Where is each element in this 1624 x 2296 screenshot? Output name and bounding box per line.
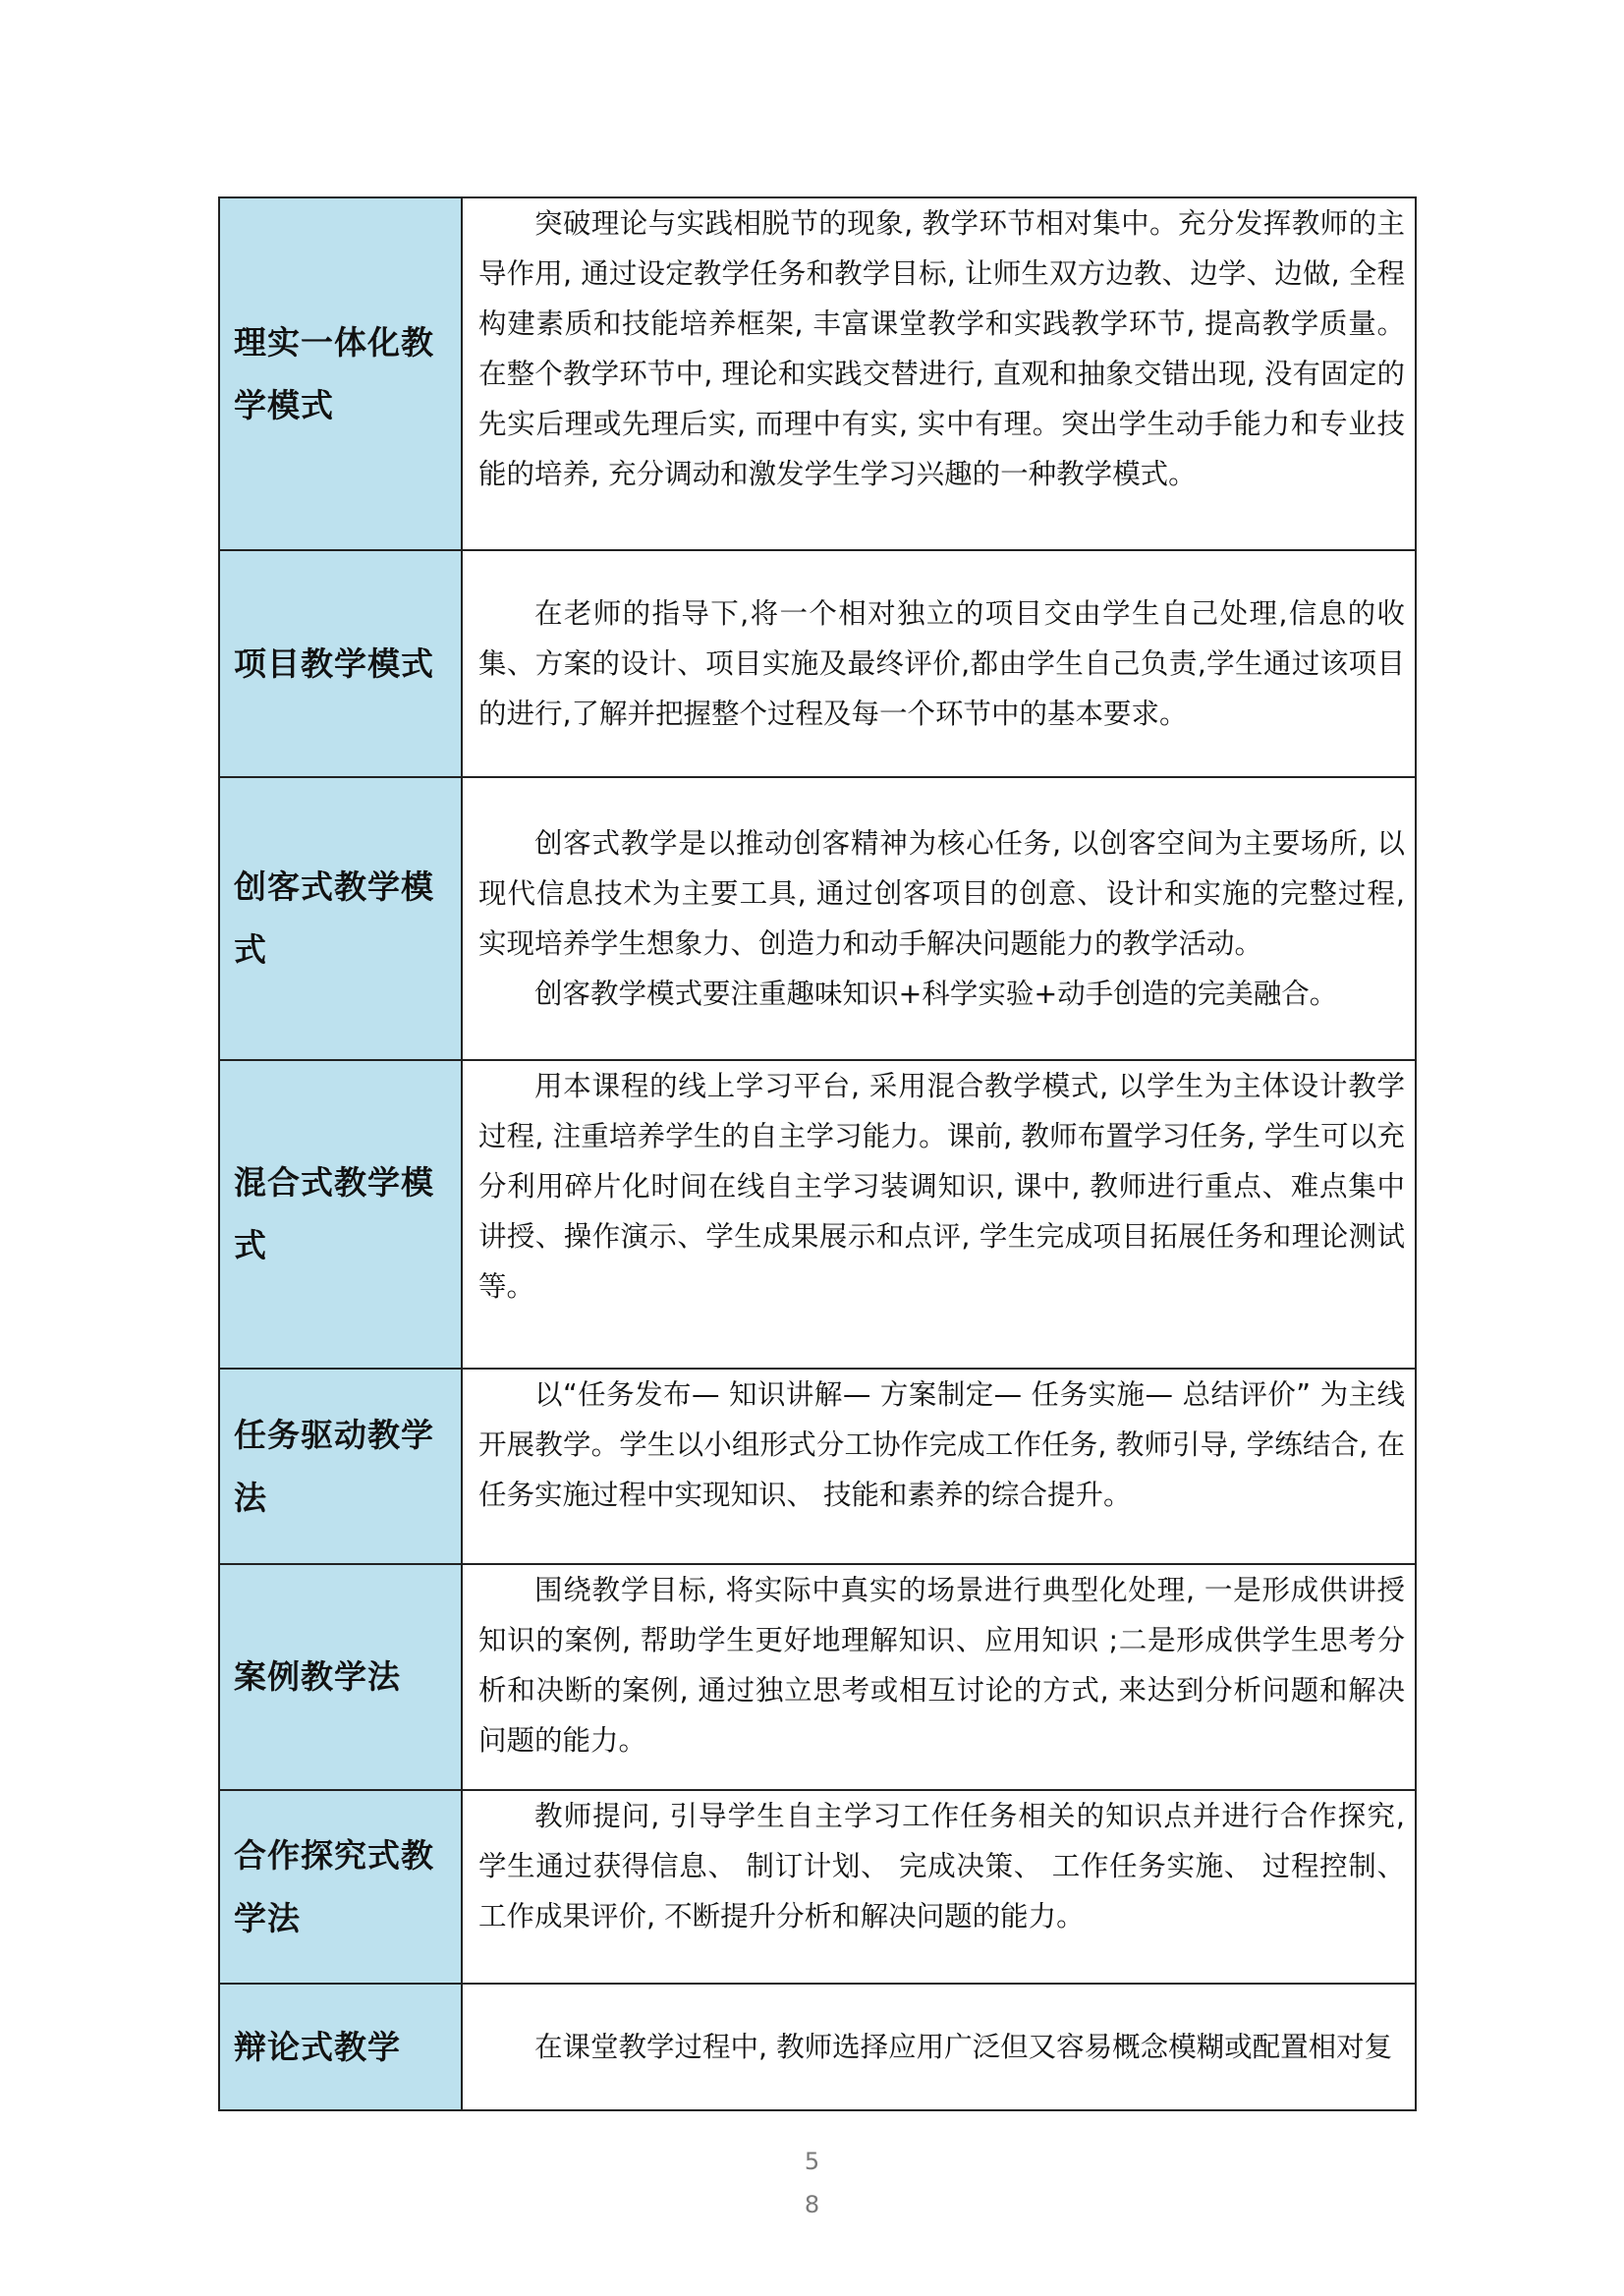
table-row	[219, 1369, 1416, 1564]
method-name: 任务驱动教学法	[234, 1415, 434, 1517]
method-name: 理实一体化教学模式	[234, 322, 434, 424]
page-number-line: 8	[804, 2191, 820, 2218]
table-row	[219, 1060, 1416, 1369]
page-number	[0, 2140, 1624, 2226]
method-description-paragraph: 教师提问, 引导学生自主学习工作任务相关的知识点并进行合作探究, 学生通过获得信息、 制订计划、 完成决策、 工作任务实施、 过程控制、 工作成果评价, 不断提升分析和解决问题的能力。	[478, 1800, 1405, 1932]
teaching-methods-table	[218, 196, 1417, 2111]
method-name-cell	[219, 197, 462, 550]
method-description-cell	[462, 550, 1416, 777]
method-description-paragraph: 围绕教学目标, 将实际中真实的场景进行典型化处理, 一是形成供讲授知识的案例, 帮助学生更好地理解知识、应用知识 ;二是形成供学生思考分析和决断的案例, 通过独立思考或相互讨论的方式, 来达到分析问题和解决问题的能力。	[478, 1574, 1405, 1757]
method-name-cell	[219, 1060, 462, 1369]
table-row	[219, 1984, 1416, 2110]
method-description-cell	[462, 1369, 1416, 1564]
method-name-cell	[219, 550, 462, 777]
method-name-cell	[219, 777, 462, 1060]
method-description-cell	[462, 1984, 1416, 2110]
method-description-cell	[462, 777, 1416, 1060]
table-row	[219, 197, 1416, 550]
method-description-paragraph: 在老师的指导下,将一个相对独立的项目交由学生自己处理,信息的收集、方案的设计、项目实施及最终评价,都由学生自己负责,学生通过该项目的进行,了解并把握整个过程及每一个环节中的基本要求。	[478, 597, 1405, 730]
table-row	[219, 1564, 1416, 1790]
table-row	[219, 1790, 1416, 1984]
method-description-cell	[462, 197, 1416, 550]
method-description-paragraph: 以“任务发布— 知识讲解— 方案制定— 任务实施— 总结评价” 为主线开展教学。学生以小组形式分工协作完成工作任务, 教师引导, 学练结合, 在任务实施过程中实现知识、 技能和素养的综合提升。	[478, 1378, 1405, 1511]
method-description-paragraph: 创客教学模式要注重趣味知识+科学实验+动手创造的完美融合。	[534, 978, 1338, 1010]
method-name: 辩论式教学	[234, 2027, 401, 2066]
method-description-cell	[462, 1790, 1416, 1984]
method-description-paragraph: 用本课程的线上学习平台, 采用混合教学模式, 以学生为主体设计教学过程, 注重培养学生的自主学习能力。课前, 教师布置学习任务, 学生可以充分利用碎片化时间在线自主学习装调知识, 课中, 教师进行重点、难点集中讲授、操作演示、学生成果展示和点评, 学生完成项目拓展任务和理论测试等。	[478, 1070, 1405, 1303]
method-description-cell	[462, 1564, 1416, 1790]
method-name: 创客式教学模式	[234, 868, 434, 969]
page-number-line: 5	[804, 2148, 820, 2175]
table-row	[219, 550, 1416, 777]
method-name: 案例教学法	[234, 1657, 401, 1696]
method-description-paragraph: 在课堂教学过程中, 教师选择应用广泛但又容易概念模糊或配置相对复	[534, 2031, 1393, 2063]
method-description-paragraph: 创客式教学是以推动创客精神为核心任务, 以创客空间为主要场所, 以现代信息技术为主要工具, 通过创客项目的创意、设计和实施的完整过程, 实现培养学生想象力、创造力和动手解决问题能力的教学活动。	[478, 827, 1405, 960]
method-name-cell	[219, 1564, 462, 1790]
method-name-cell	[219, 1369, 462, 1564]
method-name-cell	[219, 1984, 462, 2110]
method-name: 混合式教学模式	[234, 1163, 434, 1264]
method-name-cell	[219, 1790, 462, 1984]
method-description-paragraph: 突破理论与实践相脱节的现象, 教学环节相对集中。充分发挥教师的主导作用, 通过设定教学任务和教学目标, 让师生双方边教、边学、边做, 全程构建素质和技能培养框架, 丰富课堂教学和实践教学环节, 提高教学质量。在整个教学环节中, 理论和实践交替进行, 直观和抽象交错出现, 没有固定的先实后理或先理后实, 而理中有实, 实中有理。突出学生动手能力和专业技能的培养, 充分调动和激发学生学习兴趣的一种教学模式。	[478, 207, 1405, 490]
method-description-cell	[462, 1060, 1416, 1369]
table-row	[219, 777, 1416, 1060]
method-name: 合作探究式教学法	[234, 1835, 434, 1937]
method-name: 项目教学模式	[234, 644, 434, 683]
